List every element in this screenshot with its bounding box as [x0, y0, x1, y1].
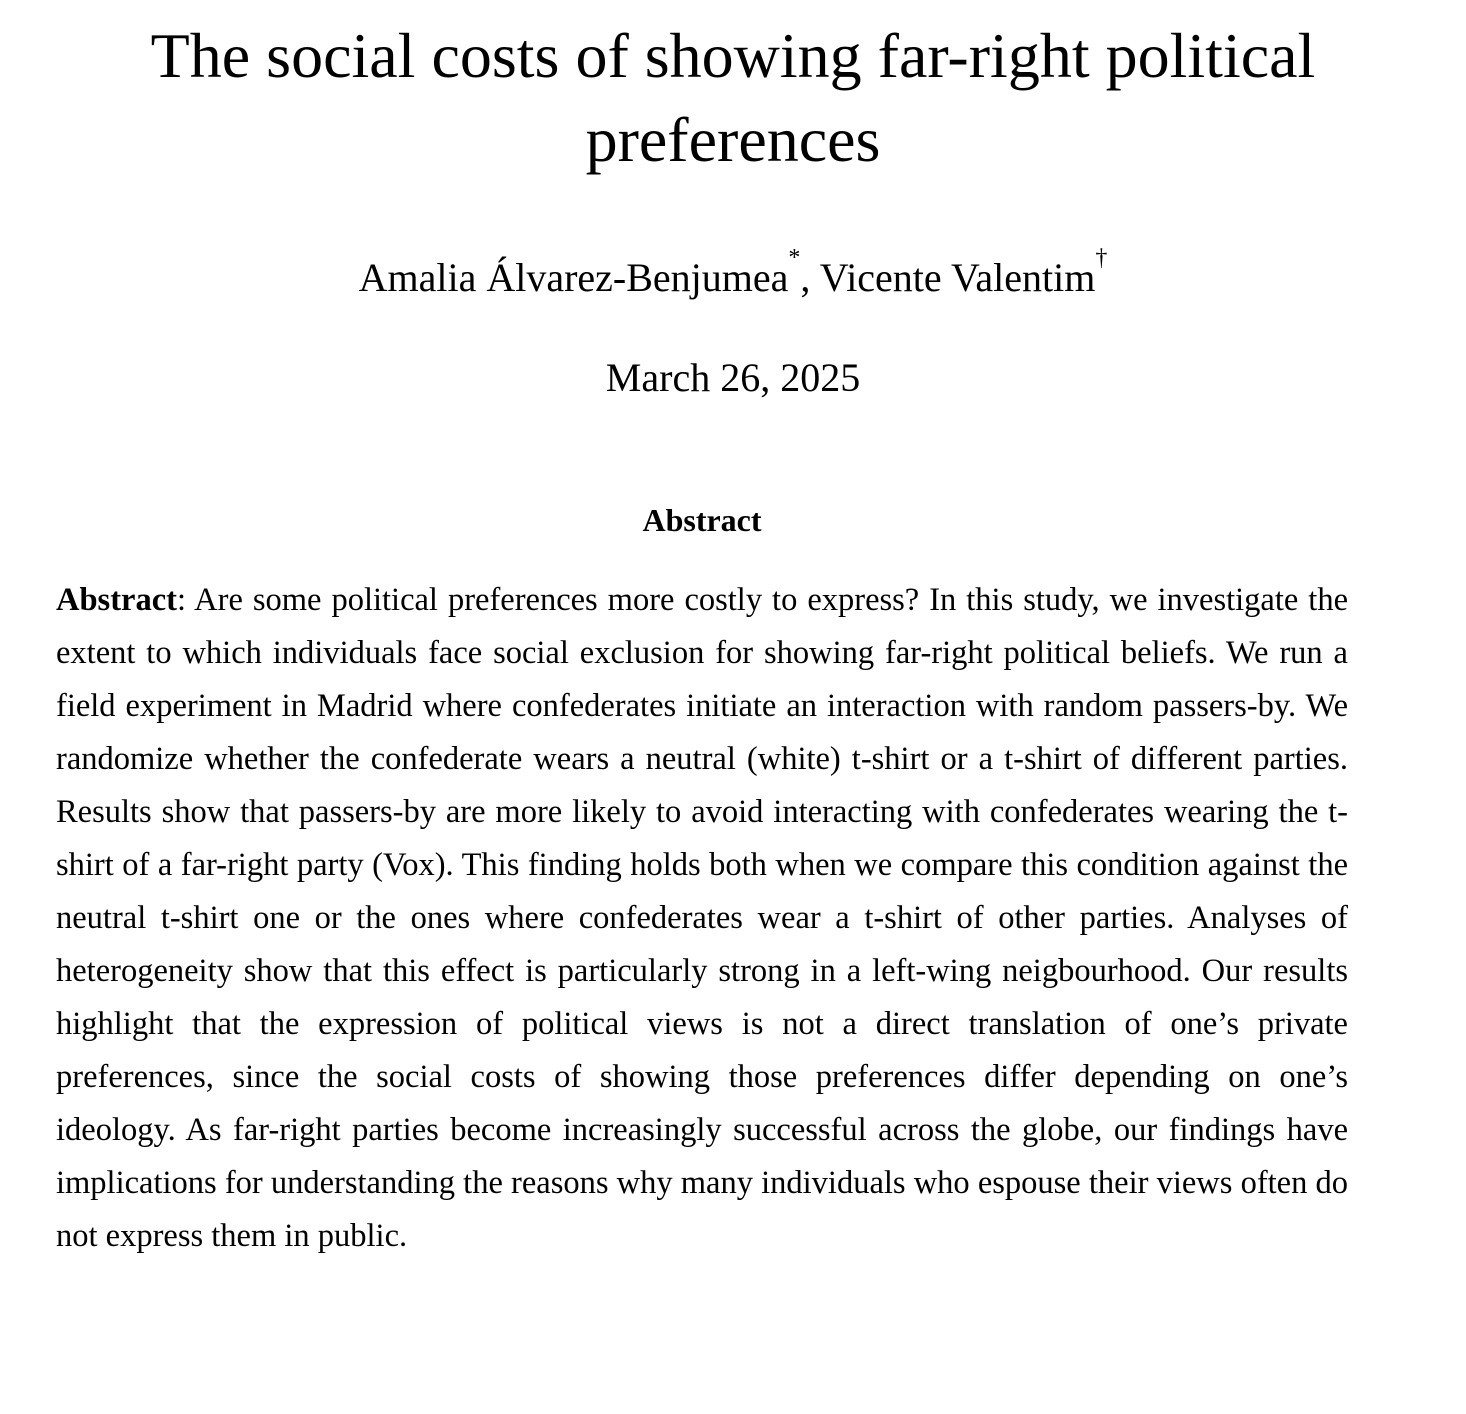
author-separator: ,: [800, 255, 820, 300]
author-line: [0, 245, 1466, 306]
author-footnote-mark[interactable]: †: [1095, 245, 1108, 271]
abstract-text: Are some political preferences more costly to express? In this study, we investigate the extent to which individuals face social exclusion for showing far-right political beliefs. We run a field experiment in Madrid where confederates initiate an interaction with random passers-by. We randomize whether the confederate wears a neutral (white) t-shirt or a t-shirt of different parties. Results show that passers-by are more likely to avoid interacting with confederates wearing the t-shirt of a far-right party (Vox). This finding holds both when we compare this condition against the neutral t-shirt one or the ones where confederates wear a t-shirt of other parties. Analyses of heterogeneity show that this effect is particularly strong in a left-wing neigbourhood. Our results highlight that the expression of political views is not a direct translation of one’s private preferences, since the social costs of showing those preferences differ depending on one’s ideology. As far-right parties become increasingly successful across the globe, our findings have implications for understanding the reasons why many individuals who espouse their views often do not express them in public.: [56, 582, 1348, 1254]
author-name: Amalia Álvarez-Benjumea: [358, 255, 789, 300]
publication-date: March 26, 2025: [605, 355, 861, 400]
abstract-colon: :: [176, 582, 186, 618]
paper-title: The social costs of showing far-right political preferences: [150, 20, 1316, 175]
author-name: Vicente Valentim: [819, 255, 1096, 300]
abstract-lead-label: Abstract: [56, 582, 177, 618]
author-footnote-mark[interactable]: *: [788, 245, 801, 271]
abstract-paragraph: [56, 574, 1348, 1263]
abstract-heading: Abstract: [642, 502, 762, 538]
